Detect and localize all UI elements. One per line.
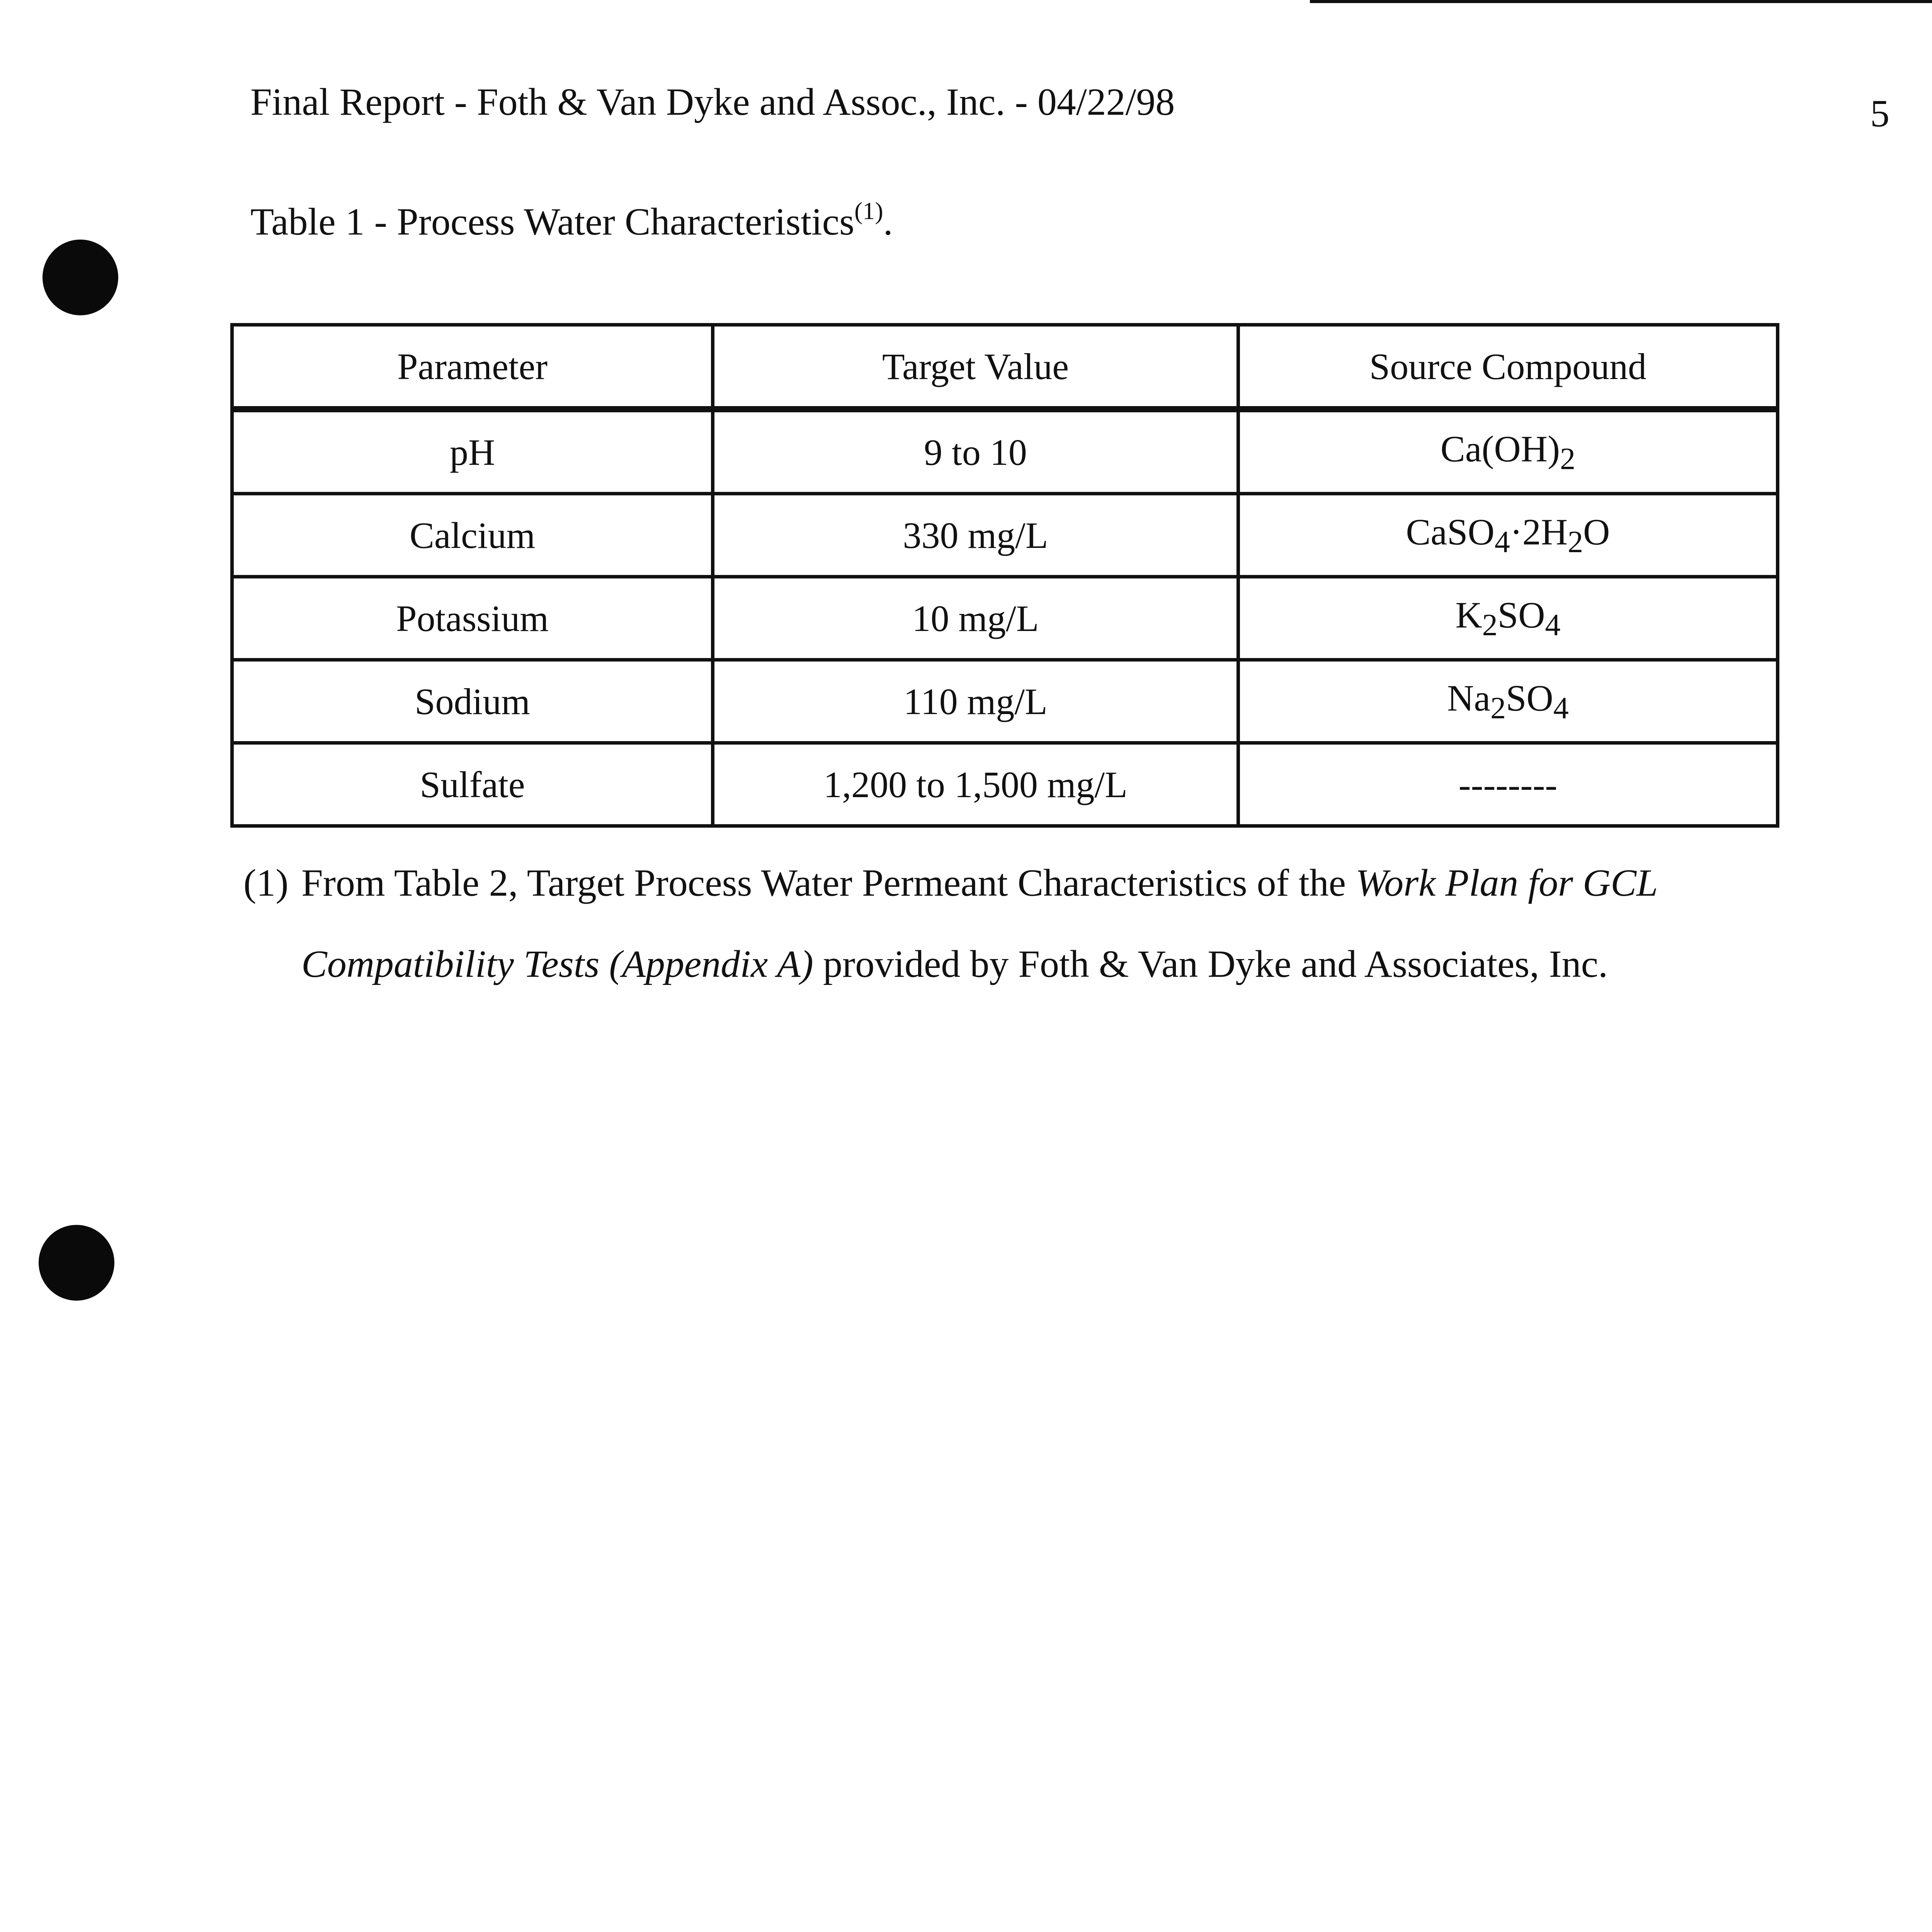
caption-period: . [883,200,893,243]
target-value-cell: 9 to 10 [713,409,1238,494]
source-compound-cell: $CaSO_4\cdot 2H_2O$ [1238,494,1778,577]
source-compound-cell: $K_2SO_4$ [1238,577,1778,660]
target-value-cell: 10 mg/L [713,577,1238,660]
target-value-cell: 1,200 to 1,500 mg/L [713,743,1238,826]
parameter-cell: Sodium [232,660,713,743]
table-row [232,660,1778,743]
parameter-cell: Calcium [232,494,713,577]
footnote-work-plan-title: Work Plan for GCL [1355,861,1658,904]
footnote-appendix-title: Compatibility Tests (Appendix A) [301,942,813,985]
source-compound-cell: $Ca(OH)_2$ [1238,409,1778,494]
page-number: 5 [1870,92,1889,135]
table-row [232,577,1778,660]
column-header-source-compound: Source Compound [1238,325,1778,410]
table-footnote [243,842,1774,1005]
table-header-row [232,325,1778,410]
footnote-source-text: provided by Foth & Van Dyke and Associates, Inc. [813,942,1608,985]
binder-hole [43,240,118,315]
footnote-reference: (1) [854,197,883,224]
parameter-cell: Sulfate [232,743,713,826]
footnote-text: From Table 2, Target Process Water Permeant Characteristics of the [301,861,1356,904]
table-row [232,494,1778,577]
column-header-parameter: Parameter [232,325,713,410]
parameter-cell: pH [232,409,713,494]
column-header-target-value: Target Value [713,325,1238,410]
target-value-cell: 110 mg/L [713,660,1238,743]
source-compound-cell: $Na_2SO_4$ [1238,660,1778,743]
process-water-table [230,323,1779,828]
table-caption-text: Table 1 - Process Water Characteristics [250,200,855,243]
scan-edge-line [1310,0,1932,3]
binder-hole [39,1225,114,1301]
parameter-cell: Potassium [232,577,713,660]
source-compound-cell: -------- [1238,743,1778,826]
table-row [232,409,1778,494]
table-caption [250,199,893,244]
footnote-marker: (1) [243,861,289,904]
table-row [232,743,1778,826]
report-header: Final Report - Foth & Van Dyke and Assoc., Inc. - 04/22/98 [250,80,1175,123]
target-value-cell: 330 mg/L [713,494,1238,577]
